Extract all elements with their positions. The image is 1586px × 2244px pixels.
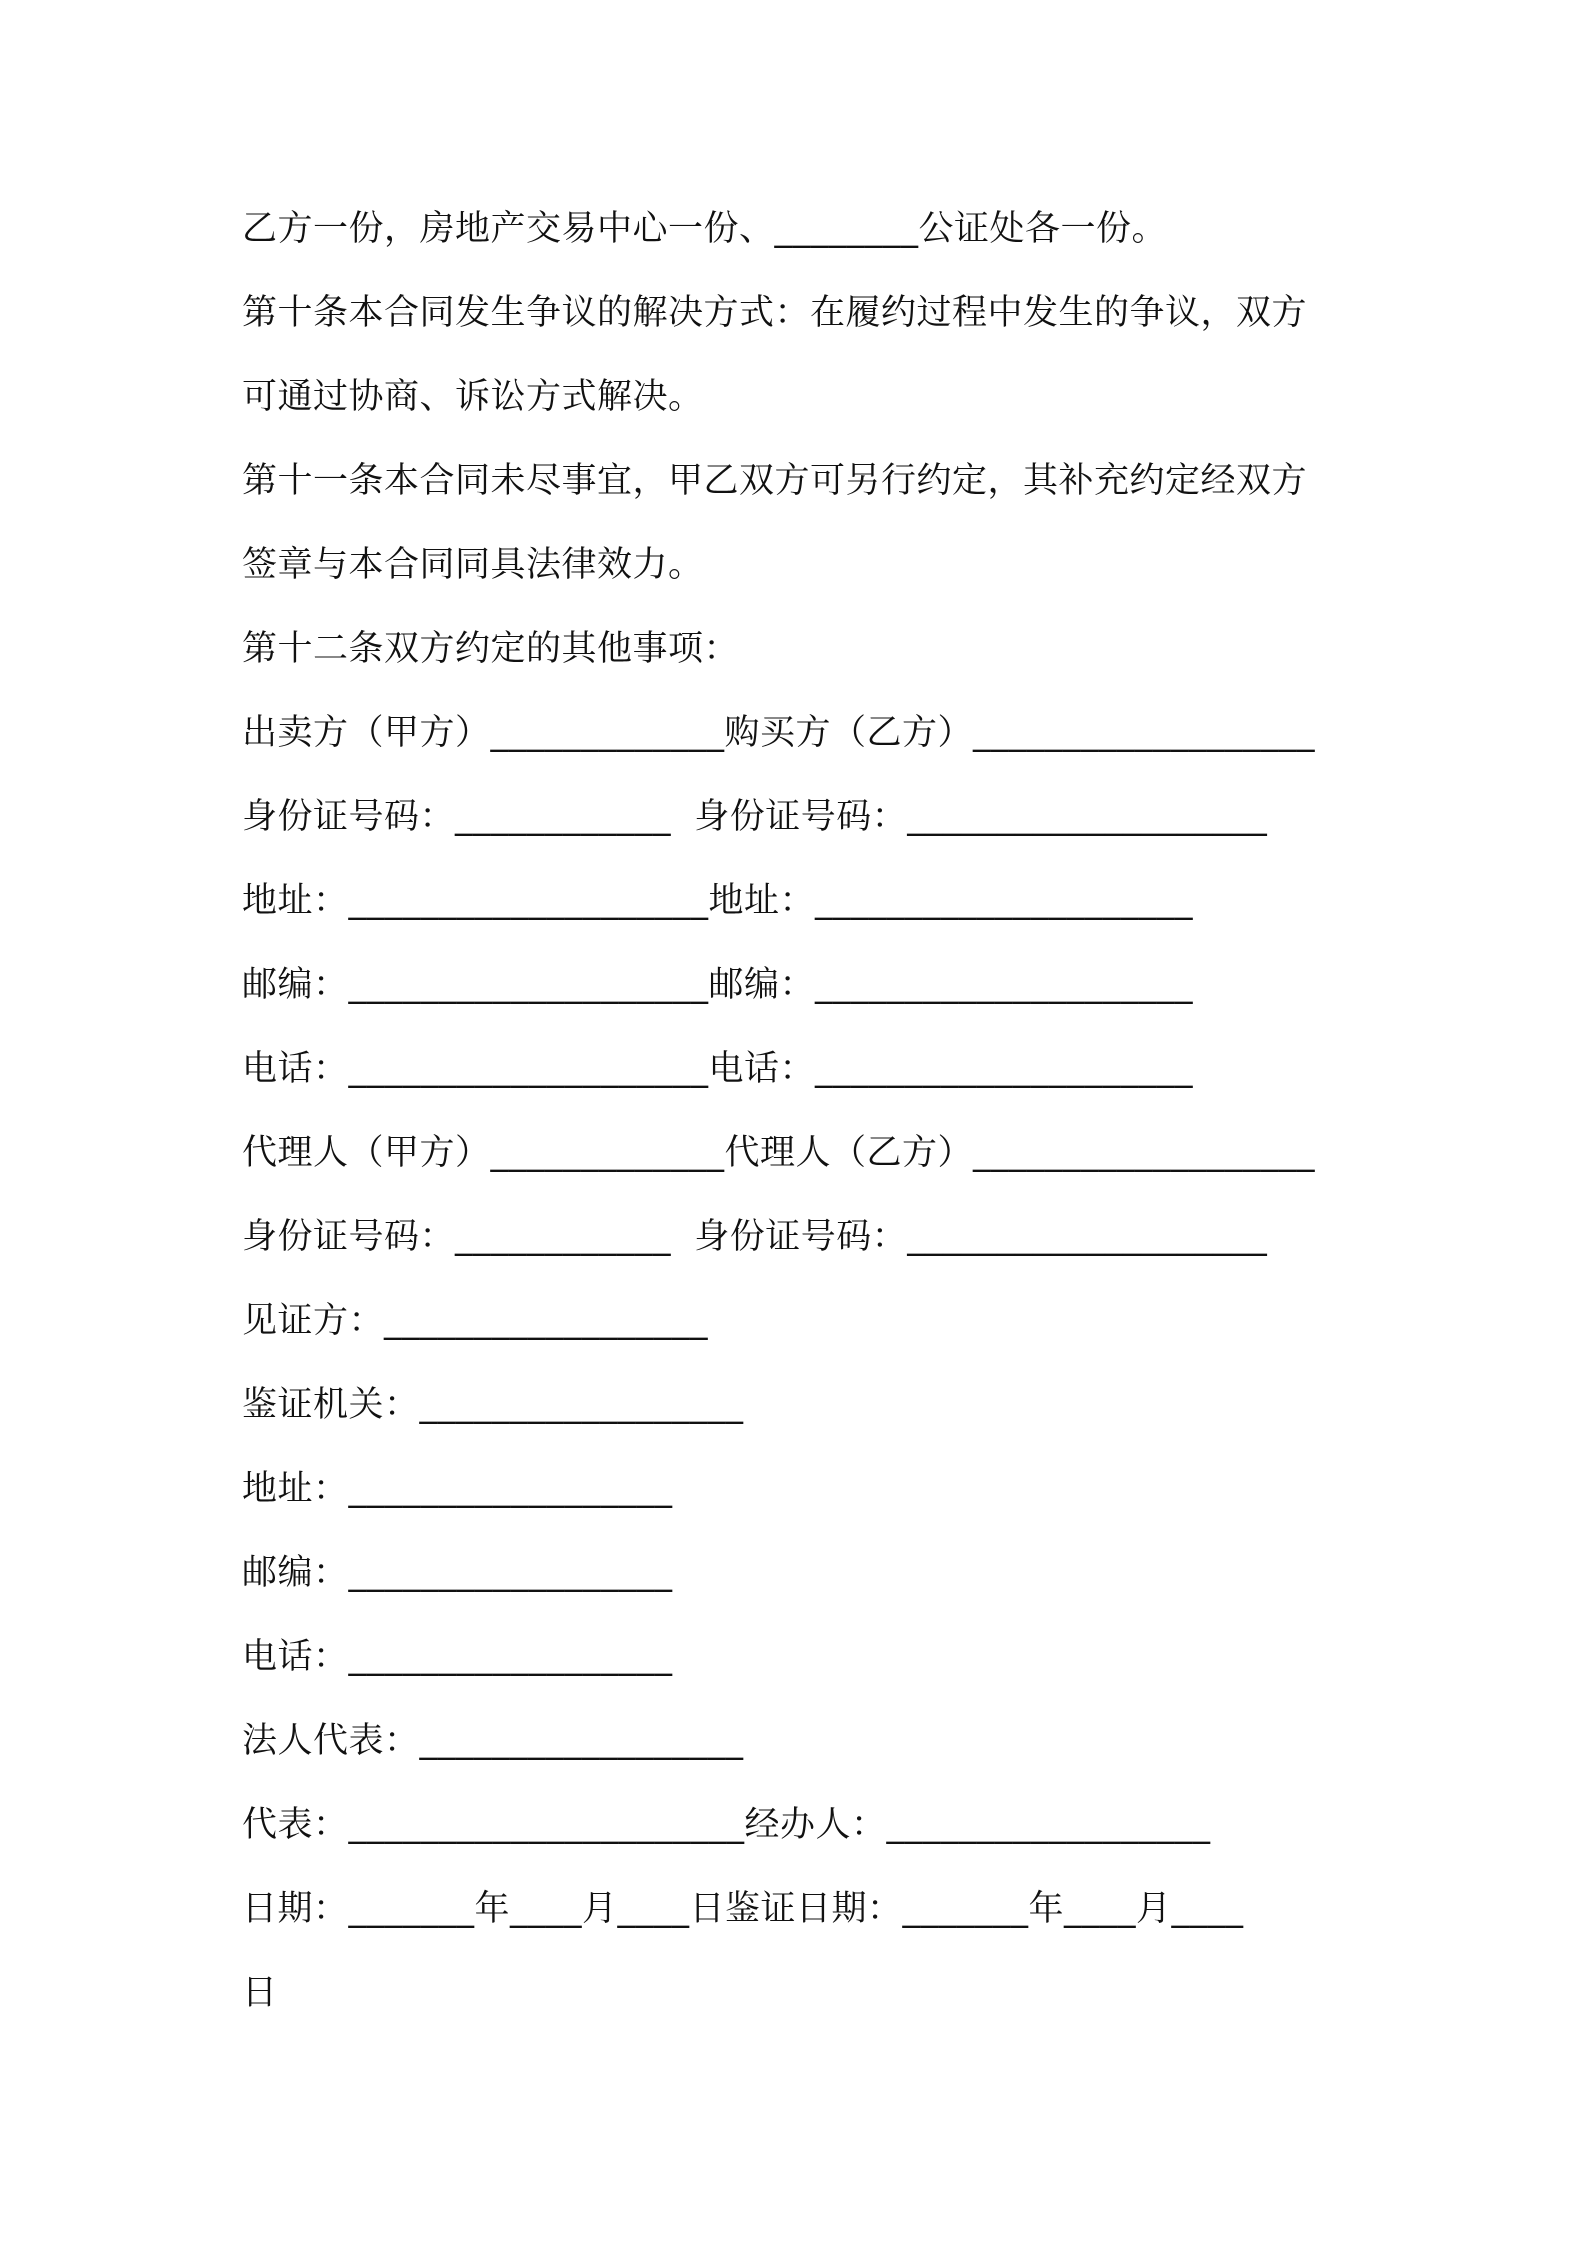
id-number-line-2: 身份证号码：____________ 身份证号码：____________________: [242, 1217, 1268, 1257]
text-line-6: 第十二条双方约定的其他事项：: [242, 629, 740, 669]
text-line-5: 签章与本合同同具法律效力。: [242, 545, 704, 585]
seller-buyer-line: 出卖方（甲方）_____________购买方（乙方）___________________: [242, 713, 1316, 753]
address-line-1: 地址：____________________地址：_____________________: [242, 881, 1194, 921]
authority-address-line: 地址：__________________: [242, 1469, 673, 1509]
authority-phone-line: 电话：__________________: [242, 1637, 673, 1677]
witness-line: 见证方：__________________: [242, 1301, 709, 1341]
postcode-line-1: 邮编：____________________邮编：_____________________: [242, 965, 1194, 1005]
text-line-1: 乙方一份，房地产交易中心一份、________公证处各一份。: [242, 209, 1168, 249]
date-line-continued: 日: [242, 1973, 278, 2013]
date-line: 日期：_______年____月____日鉴证日期：_______年____月____: [242, 1889, 1244, 1929]
authority-postcode-line: 邮编：__________________: [242, 1553, 673, 1593]
representative-line: 代表：______________________经办人：__________________: [242, 1805, 1211, 1845]
agent-line: 代理人（甲方）_____________代理人（乙方）___________________: [242, 1133, 1316, 1173]
id-number-line-1: 身份证号码：____________ 身份证号码：____________________: [242, 797, 1268, 837]
text-line-3: 可通过协商、诉讼方式解决。: [242, 377, 704, 417]
legal-rep-line: 法人代表：__________________: [242, 1721, 744, 1761]
text-line-4: 第十一条本合同未尽事宜，甲乙双方可另行约定，其补充约定经双方: [242, 461, 1308, 501]
phone-line-1: 电话：____________________电话：_____________________: [242, 1049, 1194, 1089]
text-line-2: 第十条本合同发生争议的解决方式：在履约过程中发生的争议，双方: [242, 293, 1308, 333]
authority-line: 鉴证机关：__________________: [242, 1385, 744, 1425]
